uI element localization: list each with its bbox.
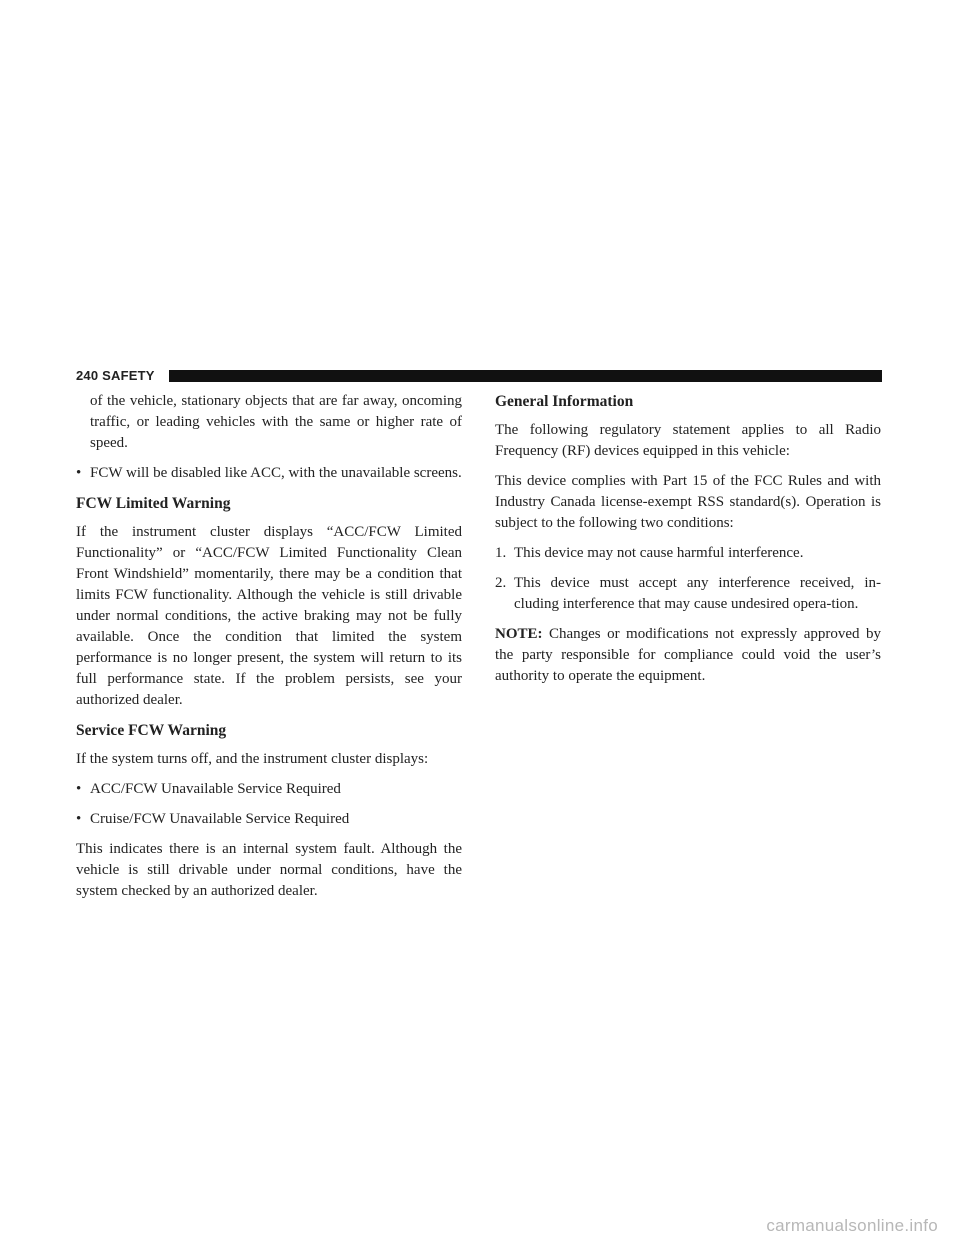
continued-paragraph: of the vehicle, stationary objects that are far away, oncoming traffic, or leading vehicles with the same or higher rate of speed. <box>90 393 462 451</box>
right-column <box>495 391 881 696</box>
service-fault-paragraph: This indicates there is an internal system fault. Although the vehicle is still drivable under normal conditions, have the system checked by an authorized dealer. <box>76 841 462 899</box>
left-column <box>76 391 462 911</box>
general-info-paragraph: The following regulatory statement applies to all Radio Frequency (RF) devices equipped in this vehicle: <box>495 422 881 459</box>
general-info-heading: General Information <box>495 393 634 410</box>
limited-warning-paragraph: If the instrument cluster displays “ACC/FCW Limited Functionality” or “ACC/FCW Limited Functionality Clean Front Windshield” momentarily, there may be a condition that limits FCW functionality. Although the vehicle is still drivable under normal conditions, the active braking may not be fully available. Once the condition that limited the system performance is no longer present, the system will return to its full performance state. If the problem persists, see your authorized dealer. <box>76 524 462 708</box>
list-item: • ACC/FCW Unavailable Service Required <box>76 779 462 800</box>
note-text: Changes or modifications not expressly approved by the party responsible for compliance could void the user’s authority to operate the equipment. <box>495 626 881 684</box>
note-label: NOTE: <box>495 626 543 642</box>
list-item: • FCW will be disabled like ACC, with the unavailable screens. <box>76 463 462 484</box>
page-header-label <box>76 368 155 384</box>
bullet-icon: • <box>76 465 82 481</box>
compliance-paragraph: This device complies with Part 15 of the FCC Rules and with Industry Canada license-exempt RSS standard(s). Operation is subject to the following two conditions: <box>495 473 881 531</box>
service-intro-paragraph: If the system turns off, and the instrument cluster displays: <box>76 751 429 767</box>
section-title: SAFETY <box>102 368 155 383</box>
page-header <box>76 368 882 384</box>
header-rule <box>169 370 882 382</box>
note-paragraph <box>495 624 881 687</box>
list-item: • Cruise/FCW Unavailable Service Required <box>76 809 462 830</box>
service-bullet-list <box>76 779 462 830</box>
conditions-list <box>495 543 881 615</box>
list-item: 1. This device may not cause harmful interference. <box>495 545 804 561</box>
watermark: carmanualsonline.info <box>766 1216 938 1235</box>
service-warning-heading: Service FCW Warning <box>76 722 227 739</box>
bullet-icon: • <box>76 781 82 797</box>
limited-warning-heading: FCW Limited Warning <box>76 495 231 512</box>
list-item: 2. This device must accept any interference received, in-cluding interference that may cause undesired opera-tion. <box>495 575 881 612</box>
bullet-icon: • <box>76 811 82 827</box>
fcw-bullet-list <box>76 463 462 484</box>
page-number: 240 <box>76 368 99 383</box>
